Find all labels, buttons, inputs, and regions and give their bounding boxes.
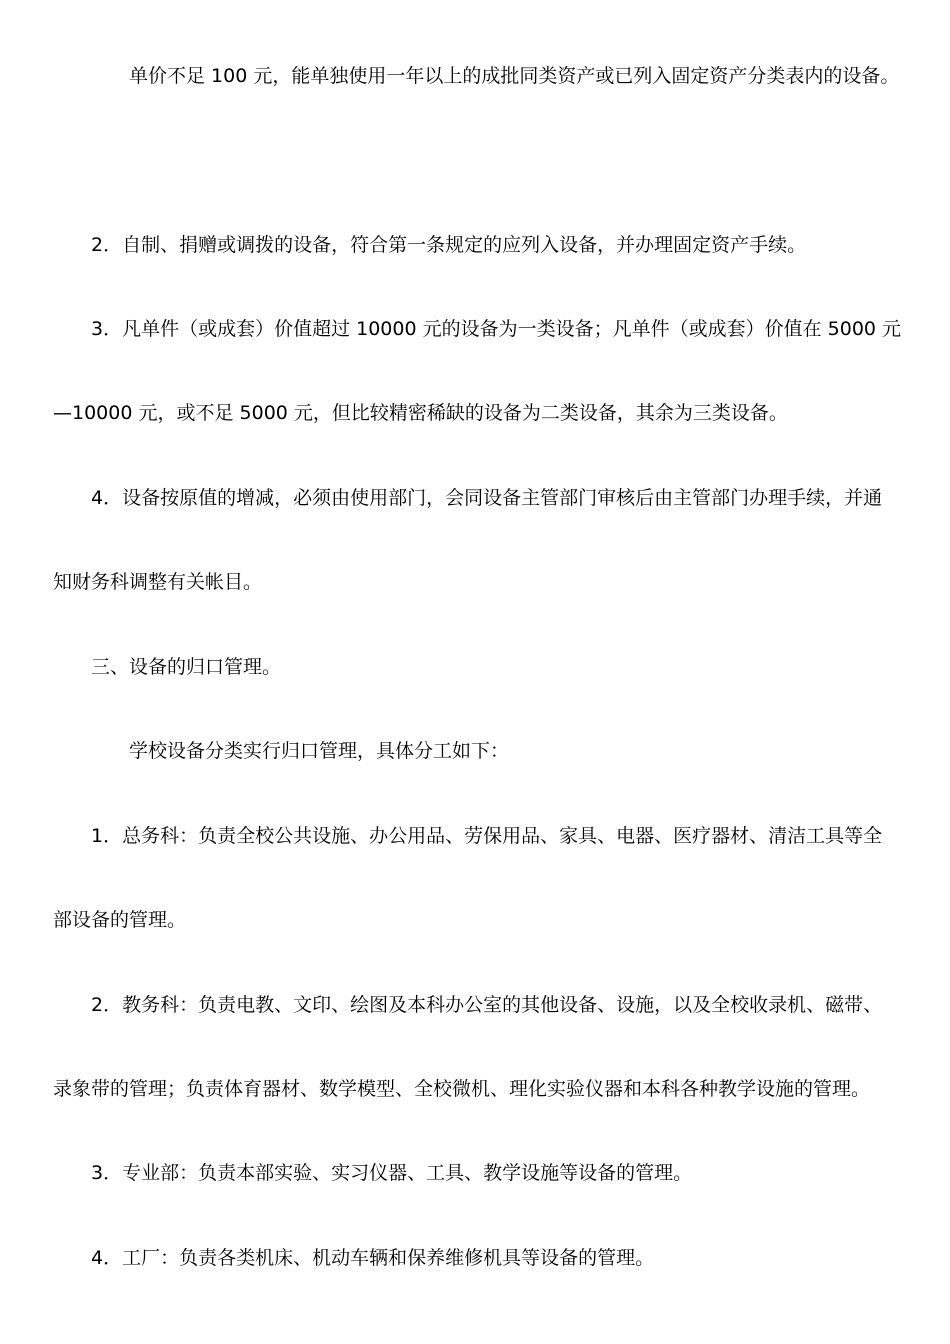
paragraph-line-item-4: 4．设备按原值的增减，必须由使用部门，会同设备主管部门审核后由主管部门办理手续，并通 (91, 487, 883, 509)
paragraph-line-general-affairs-cont: 部设备的管理。 (53, 909, 187, 931)
paragraph-line-unit-price: 单价不足 100 元，能单独使用一年以上的成批同类资产或已列入固定资产分类表内的设备。 (129, 65, 900, 87)
section-heading-3: 三、设备的归口管理。 (91, 656, 282, 678)
paragraph-line-item-2: 2．自制、捐赠或调拨的设备，符合第一条规定的应列入设备，并办理固定资产手续。 (91, 234, 807, 256)
paragraph-line-academic-affairs: 2．教务科：负责电教、文印、绘图及本科办公室的其他设备、设施，以及全校收录机、磁带、 (91, 994, 883, 1016)
paragraph-line-item-4-cont: 知财务科调整有关帐目。 (53, 571, 263, 593)
paragraph-line-item-3: 3．凡单件（或成套）价值超过 10000 元的设备为一类设备；凡单件（或成套）价值在 5000 元 (91, 318, 902, 340)
paragraph-line-academic-affairs-cont: 录象带的管理；负责体育器材、数学模型、全校微机、理化实验仪器和本科各种教学设施的管理。 (53, 1078, 871, 1100)
paragraph-line-department: 3．专业部：负责本部实验、实习仪器、工具、教学设施等设备的管理。 (91, 1162, 693, 1184)
paragraph-line-intro: 学校设备分类实行归口管理，具体分工如下： (129, 740, 510, 762)
paragraph-line-item-3-cont: —10000 元，或不足 5000 元，但比较精密稀缺的设备为二类设备，其余为三类设备。 (53, 402, 788, 424)
paragraph-line-general-affairs: 1．总务科：负责全校公共设施、办公用品、劳保用品、家具、电器、医疗器材、清洁工具等全 (91, 825, 883, 847)
paragraph-line-factory: 4．工厂：负责各类机床、机动车辆和保养维修机具等设备的管理。 (91, 1247, 655, 1269)
